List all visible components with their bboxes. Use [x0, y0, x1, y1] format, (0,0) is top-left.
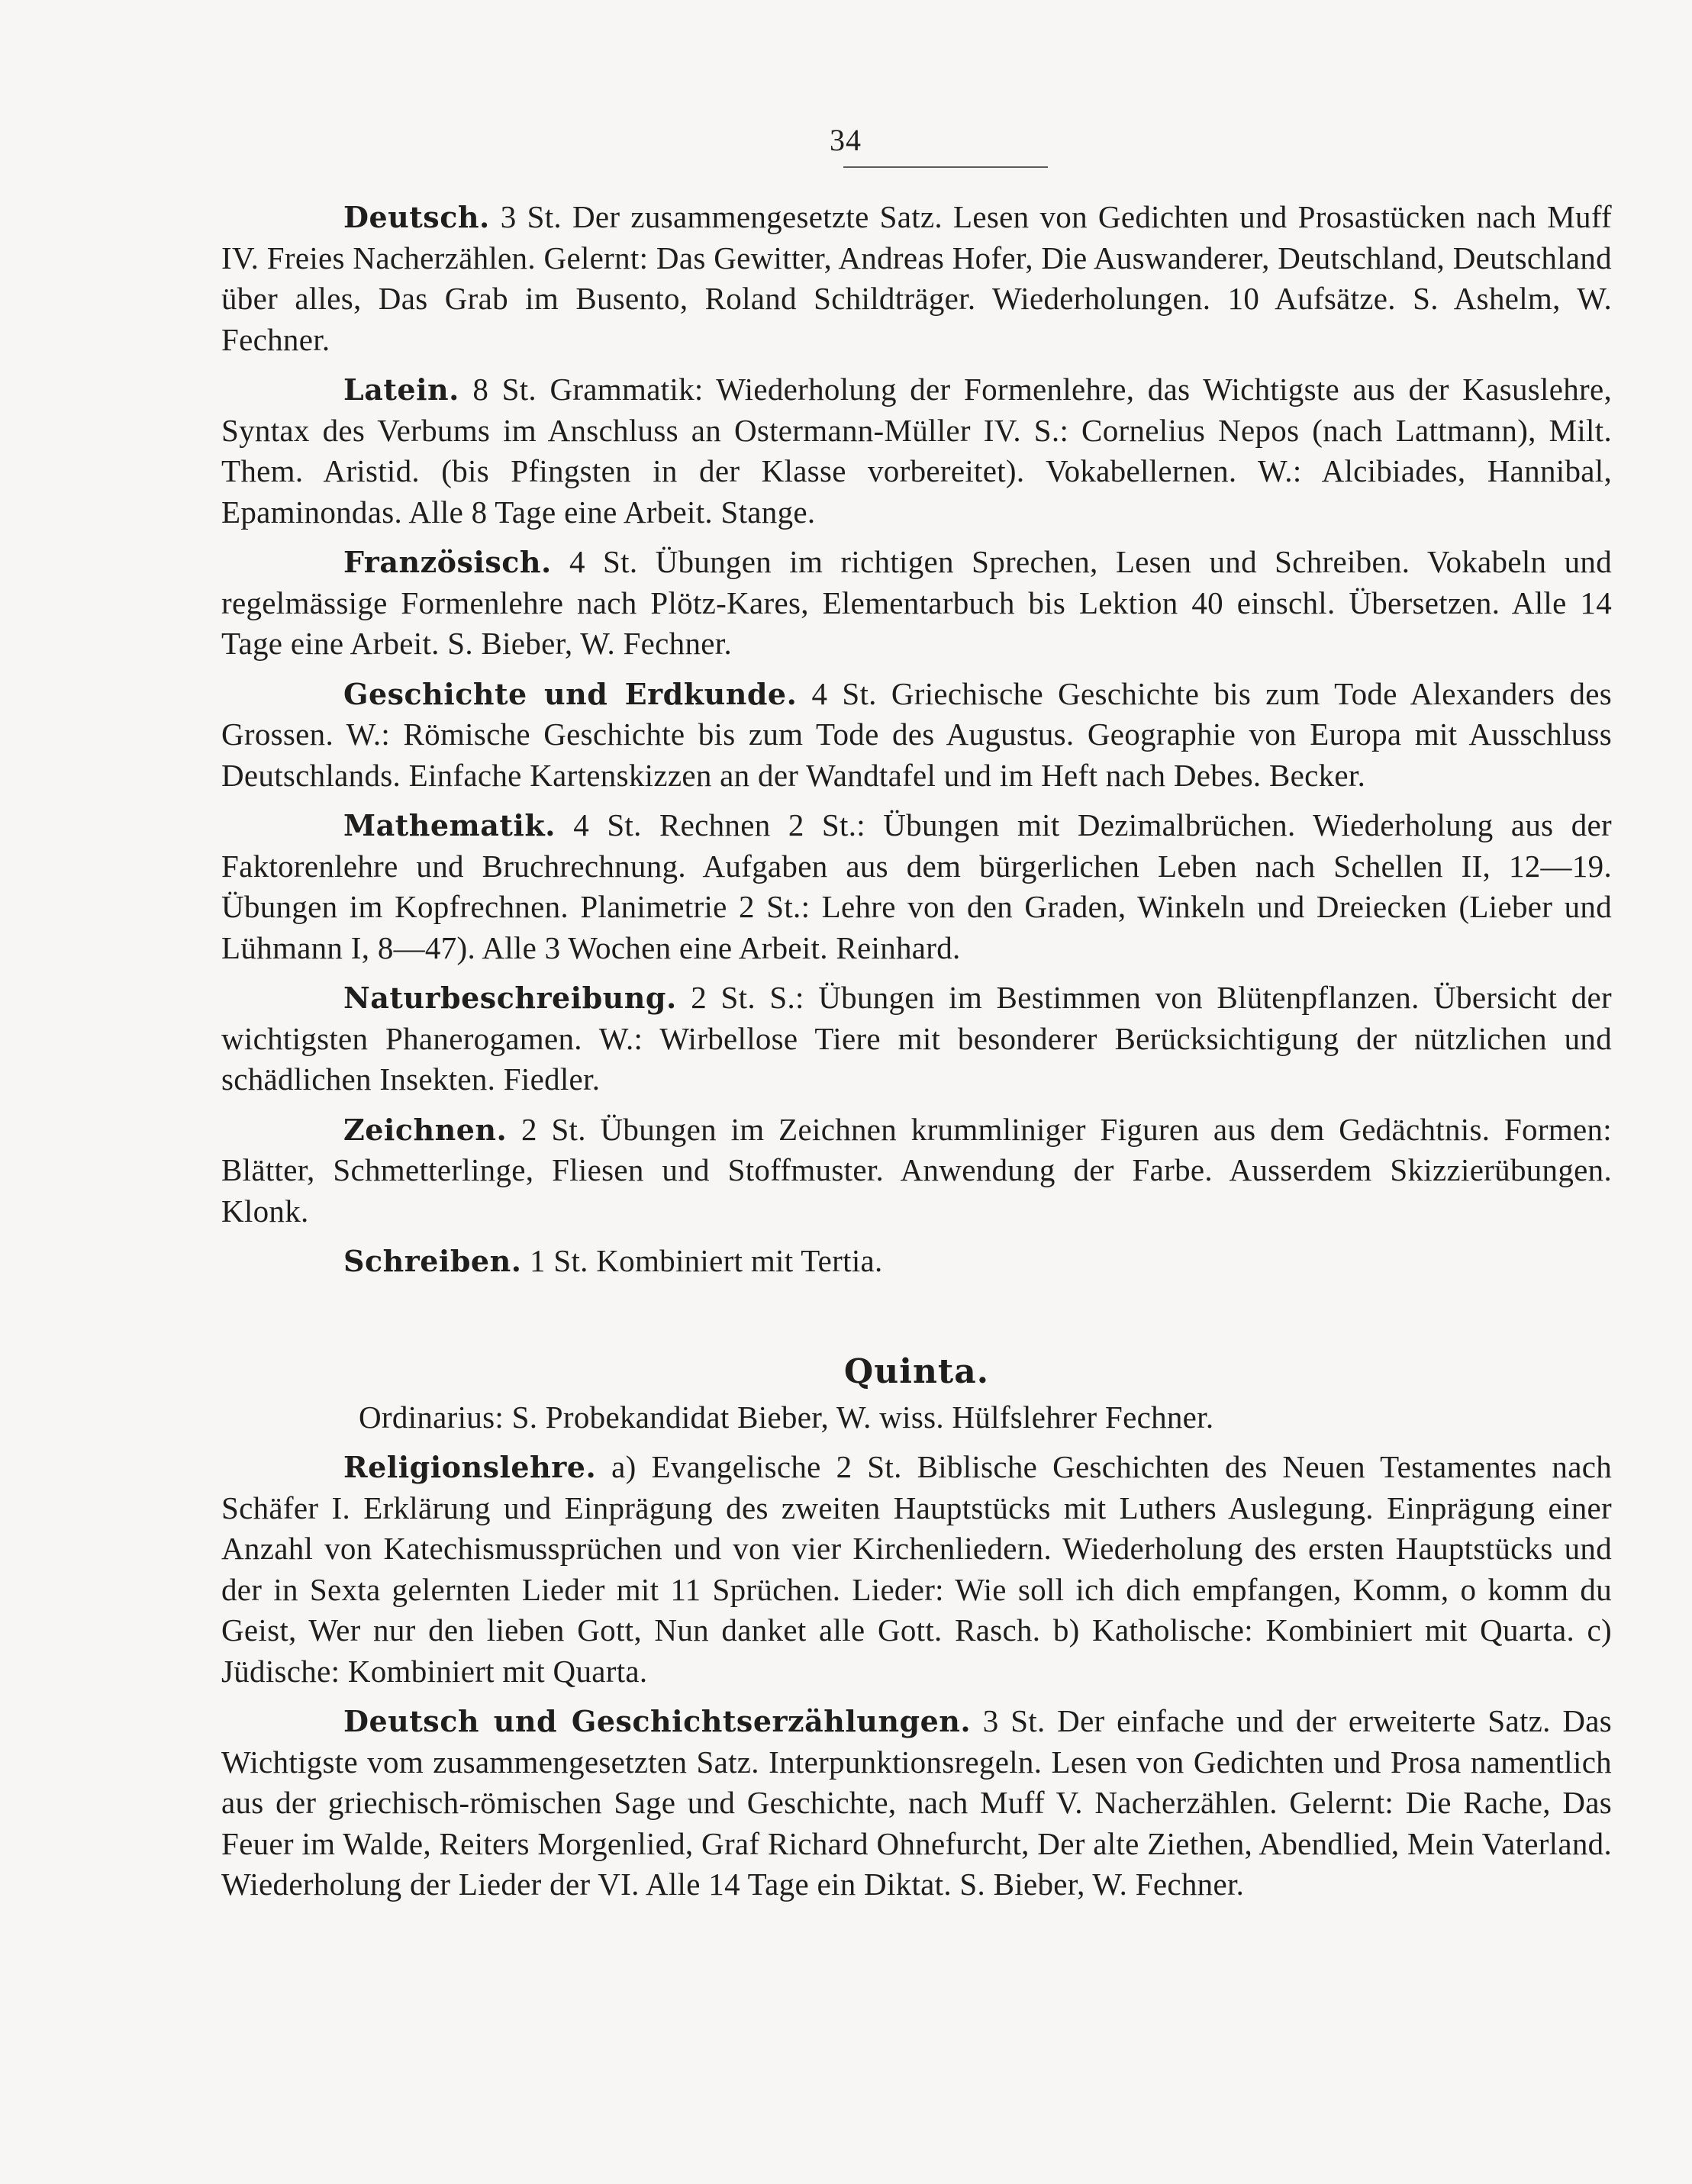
paragraph-text: 4 St. Rechnen 2 St.: Übungen mit Dezimalbrüchen. Wiederholung aus der Faktorenlehre und Bruchrechnung. Aufgaben aus dem bürgerlichen Leben nach Schellen II, 12—19. Übungen im Kopfrechnen. Planimetrie 2 St.: Lehre von den Graden, Winkeln und Dreiecken (Lieber und Lühmann I, 8—47). Alle 3 Wochen eine Arbeit. Reinhard. [221, 807, 1612, 965]
paragraph-religionslehre [221, 1447, 1612, 1692]
paragraph-heading: Deutsch. [343, 200, 490, 234]
paragraph-franzoesisch [221, 542, 1612, 665]
paragraph-heading: Schreiben. [343, 1244, 522, 1278]
paragraph-text: 2 St. Übungen im Zeichnen krummliniger Figuren aus dem Gedächtnis. Formen: Blätter, Schmetterlinge, Fliesen und Stoffmuster. Anwendung der Farbe. Ausserdem Skizzierübungen. Klonk. [221, 1111, 1612, 1229]
page-number-rule [843, 166, 1048, 168]
ordinarius-line: Ordinarius: S. Probekandidat Bieber, W. wiss. Hülfslehrer Fechner. [359, 1399, 1214, 1435]
paragraph-naturbeschreibung [221, 978, 1612, 1100]
page-body [221, 197, 1612, 1915]
paragraph-text: 1 St. Kombiniert mit Tertia. [521, 1243, 883, 1278]
paragraph-deutsch [221, 197, 1612, 360]
paragraph-heading: Deutsch und Geschichtserzählungen. [343, 1704, 972, 1738]
paragraph-deutsch-geschichtserzaehlungen [221, 1701, 1612, 1905]
section-title-quinta: Quinta. [843, 1351, 990, 1391]
paragraph-text: 4 St. Übungen im richtigen Sprechen, Lesen und Schreiben. Vokabeln und regelmässige Formenlehre nach Plötz-Kares, Elementarbuch bis Lektion 40 einschl. Übersetzen. Alle 14 Tage eine Arbeit. S. Bieber, W. Fechner. [221, 544, 1612, 661]
paragraph-schreiben [221, 1241, 1612, 1282]
paragraph-heading: Naturbeschreibung. [343, 981, 677, 1015]
paragraph-heading: Zeichnen. [343, 1112, 508, 1147]
paragraph-latein [221, 369, 1612, 533]
paragraph-heading: Französisch. [343, 545, 552, 579]
paragraph-heading: Mathematik. [343, 808, 556, 842]
paragraph-text: 4 St. Griechische Geschichte bis zum Tode Alexanders des Grossen. W.: Römische Geschichte bis zum Tode des Augustus. Geographie von Europa mit Ausschluss Deutschlands. Einfache Kartenskizzen an der Wandtafel und im Heft nach Debes. Becker. [221, 675, 1613, 793]
paragraph-geschichte-erdkunde [221, 674, 1612, 797]
paragraph-text: 3 St. Der zusammengesetzte Satz. Lesen von Gedichten und Prosastücken nach Muff IV. Freies Nacherzählen. Gelernt: Das Gewitter, Andreas Hofer, Die Auswanderer, Deutschland, Deutschland über alles, Das Grab im Busento, Roland Schildträger. Wiederholungen. 10 Aufsätze. S. Ashelm, W. Fechner. [221, 199, 1612, 357]
paragraph-text: 2 St. S.: Übungen im Bestimmen von Blütenpflanzen. Übersicht der wichtigsten Phanerogamen. W.: Wirbellose Tiere mit besonderer Berücksichtigung der nützlichen und schädlichen Insekten. Fiedler. [221, 980, 1612, 1097]
paragraph-heading: Latein. [343, 372, 459, 407]
page-number: 34 [830, 123, 862, 157]
paragraph-heading: Geschichte und Erdkunde. [343, 676, 798, 711]
paragraph-mathematik [221, 805, 1612, 968]
paragraph-text: 8 St. Grammatik: Wiederholung der Formenlehre, das Wichtigste aus der Kasuslehre, Syntax des Verbums im Anschluss an Ostermann-Müller IV. S.: Cornelius Nepos (nach Lattmann), Milt. Them. Aristid. (bis Pfingsten in der Klasse vorbereitet). Vokabellernen. W.: Alcibiades, Hannibal, Epaminondas. Alle 8 Tage eine Arbeit. Stange. [221, 372, 1612, 530]
paragraph-text: 3 St. Der einfache und der erweiterte Satz. Das Wichtigste vom zusammengesetzten Satz. Interpunktionsregeln. Lesen von Gedichten und Prosa namentlich aus der griechisch-römischen Sage und Geschichte, nach Muff V. Nacherzählen. Gelernt: Die Rache, Das Feuer im Walde, Reiters Morgenlied, Graf Richard Ohnefurcht, Der alte Ziethen, Abendlied, Mein Vaterland. Wiederholung der Lieder der VI. Alle 14 Tage ein Diktat. S. Bieber, W. Fechner. [221, 1703, 1612, 1902]
paragraph-heading: Religionslehre. [343, 1450, 597, 1484]
paragraph-text: a) Evangelische 2 St. Biblische Geschichten des Neuen Testamentes nach Schäfer I. Erklärung und Einprägung des zweiten Hauptstücks mit Luthers Auslegung. Einprägung einer Anzahl von Katechismussprüchen und von vier Kirchenliedern. Wiederholung des ersten Hauptstücks und der in Sexta gelernten Lieder mit 11 Sprüchen. Lieder: Wie soll ich dich empfangen, Komm, o komm du Geist, Wer nur den lieben Gott, Nun danket alle Gott. Rasch. b) Katholische: Kombiniert mit Quarta. c) Jüdische: Kombiniert mit Quarta. [221, 1449, 1612, 1689]
paragraph-zeichnen [221, 1110, 1612, 1232]
